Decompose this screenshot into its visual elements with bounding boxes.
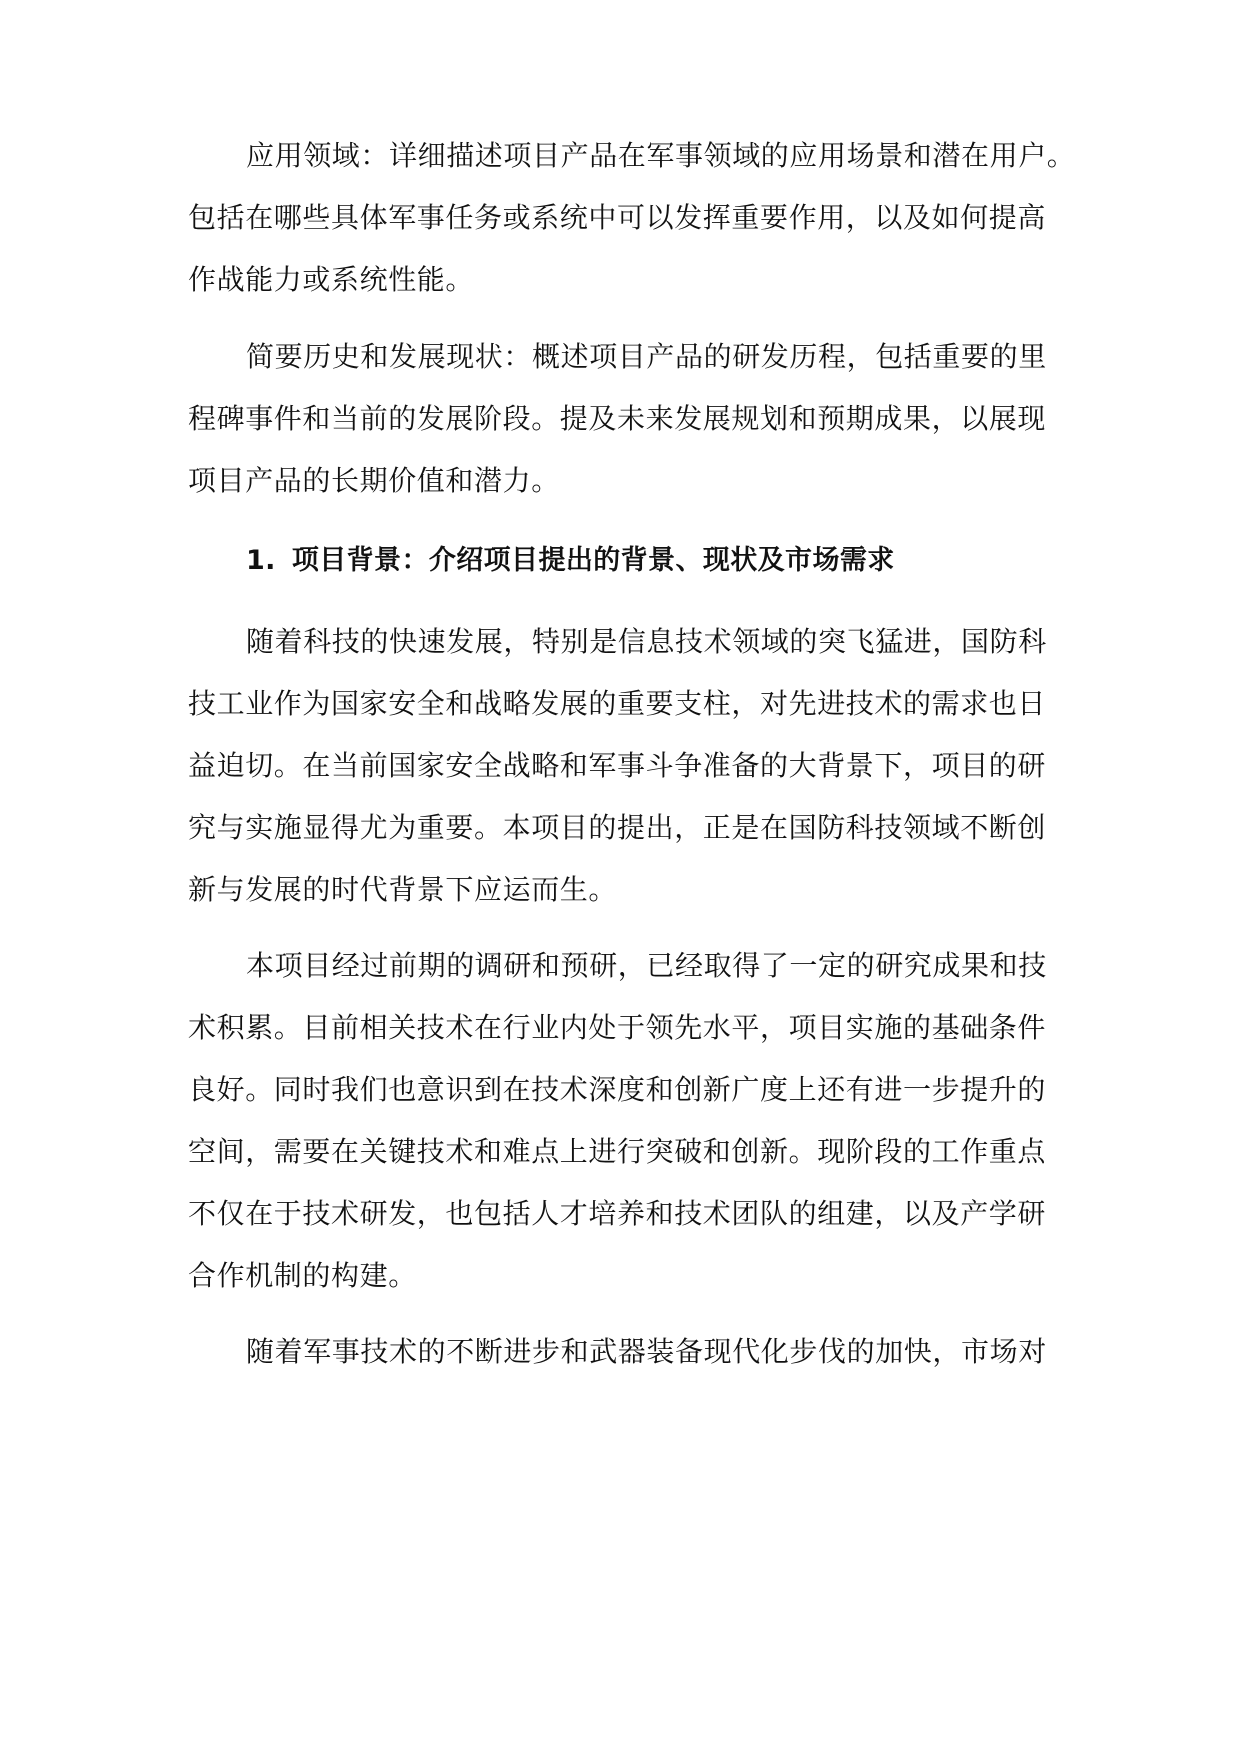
paragraph-status-line-5: 不仅在于技术研发，也包括人才培养和技术团队的组建，以及产学研 <box>188 1197 1047 1230</box>
section-title: 项目背景：介绍项目提出的背景、现状及市场需求 <box>291 545 895 576</box>
paragraph-status-line-6: 合作机制的构建。 <box>188 1259 417 1292</box>
paragraph-status-line-3: 良好。同时我们也意识到在技术深度和创新广度上还有进一步提升的 <box>188 1073 1047 1106</box>
paragraph-history-line-1: 简要历史和发展现状：概述项目产品的研发历程，包括重要的里 <box>246 340 1047 373</box>
paragraph-background-line-1: 随着科技的快速发展，特别是信息技术领域的突飞猛进，国防科 <box>246 625 1047 658</box>
section-number: 1. <box>246 545 276 576</box>
paragraph-history-line-3: 项目产品的长期价值和潜力。 <box>188 464 560 497</box>
paragraph-background-line-4: 究与实施显得尤为重要。本项目的提出，正是在国防科技领域不断创 <box>188 811 1047 844</box>
paragraph-background-line-3: 益迫切。在当前国家安全战略和军事斗争准备的大背景下，项目的研 <box>188 749 1047 782</box>
paragraph-application-line-1: 应用领域：详细描述项目产品在军事领域的应用场景和潜在用户。 <box>246 139 1076 172</box>
paragraph-application-line-2: 包括在哪些具体军事任务或系统中可以发挥重要作用，以及如何提高 <box>188 201 1047 234</box>
section-heading <box>246 541 1126 581</box>
paragraph-status-line-2: 术积累。目前相关技术在行业内处于领先水平，项目实施的基础条件 <box>188 1011 1047 1044</box>
paragraph-application-line-3: 作战能力或系统性能。 <box>188 263 475 296</box>
paragraph-background-line-5: 新与发展的时代背景下应运而生。 <box>188 873 618 906</box>
paragraph-status-line-1: 本项目经过前期的调研和预研，已经取得了一定的研究成果和技 <box>246 949 1047 982</box>
paragraph-background-line-2: 技工业作为国家安全和战略发展的重要支柱，对先进技术的需求也日 <box>188 687 1047 720</box>
paragraph-status-line-4: 空间，需要在关键技术和难点上进行突破和创新。现阶段的工作重点 <box>188 1135 1047 1168</box>
paragraph-market-line-1: 随着军事技术的不断进步和武器装备现代化步伐的加快，市场对 <box>246 1335 1047 1368</box>
paragraph-history-line-2: 程碑事件和当前的发展阶段。提及未来发展规划和预期成果，以展现 <box>188 402 1047 435</box>
